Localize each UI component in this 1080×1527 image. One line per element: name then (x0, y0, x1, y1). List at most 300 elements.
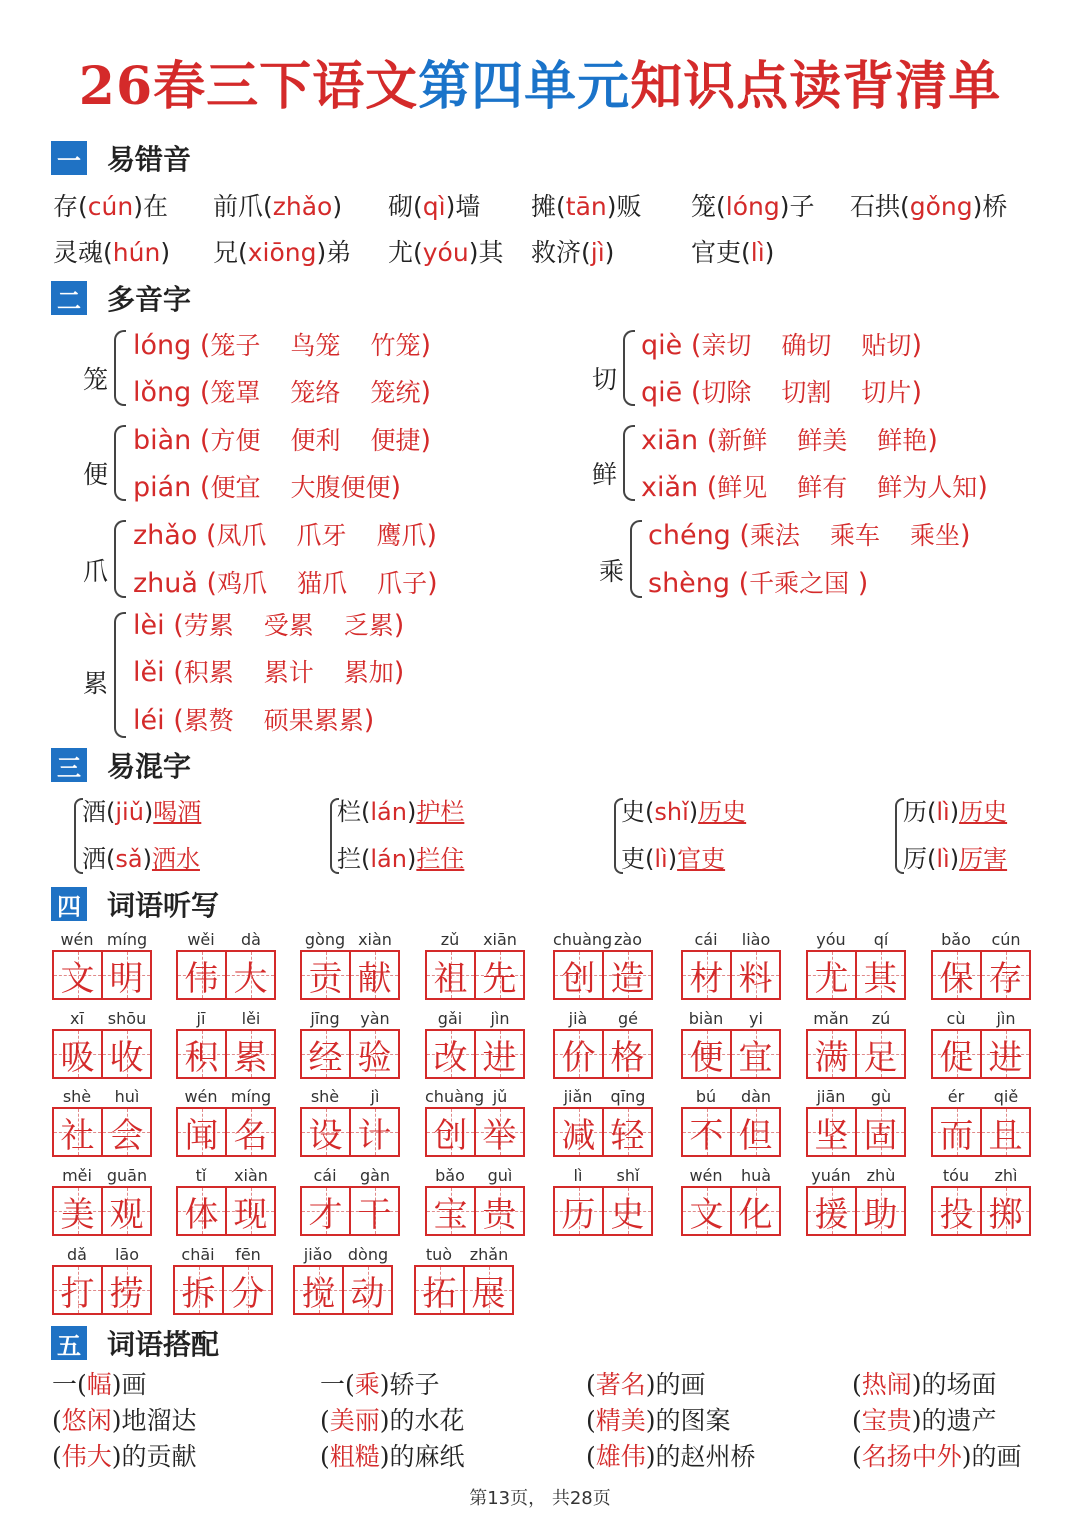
pron-text: 灵魂( (53, 238, 113, 267)
grid-character: 格 (610, 1037, 645, 1078)
pron-text: ) (764, 238, 775, 267)
grid-cell (808, 952, 855, 998)
grid-character: 固 (863, 1115, 898, 1156)
pron-pinyin: qì (422, 192, 446, 221)
grid-character: 助 (863, 1194, 898, 1235)
dictation-word (681, 1166, 781, 1236)
pinyin-syllable: bǎo (435, 1166, 465, 1185)
poly-pinyin: xiǎn (641, 472, 699, 503)
poly-word: 笼统 (370, 378, 421, 407)
pinyin-syllable: huà (740, 1166, 772, 1185)
pinyin-syllable: bú (695, 1087, 717, 1106)
pinyin-syllable: wén (60, 930, 94, 949)
pron-item (850, 190, 1007, 224)
word-pinyin (176, 1087, 276, 1107)
pinyin-syllable: liào (741, 930, 771, 949)
confuse-pinyin: jiǔ (115, 798, 144, 826)
poly-word: 切割 (781, 378, 832, 407)
poly-word: 千乘之国 (749, 569, 850, 598)
dictation-word (52, 930, 152, 1000)
section-header-4 (51, 887, 219, 921)
pinyin-syllable: gé (618, 1009, 638, 1028)
confuse-item: 史(shǐ)历史 (621, 798, 747, 826)
grid-cell (225, 1188, 274, 1234)
tian-grid (293, 1265, 393, 1315)
pron-pinyin: zhǎo (272, 192, 333, 221)
brace (630, 520, 642, 598)
grid-character: 大 (233, 958, 268, 999)
poly-word: 猫爪 (297, 569, 348, 598)
pron-text: 救济( (531, 238, 591, 267)
section-label: 多音字 (107, 283, 192, 316)
grid-cell (730, 1188, 779, 1234)
match-answer: 幅 (86, 1370, 112, 1399)
pron-text: )墙 (445, 192, 481, 221)
brace (114, 520, 126, 598)
grid-cell (54, 1109, 101, 1155)
poly-char: 鲜 (592, 460, 618, 489)
grid-character: 吸 (60, 1037, 95, 1078)
word-pinyin (806, 930, 906, 950)
grid-cell (730, 1031, 779, 1077)
dictation-word (425, 1009, 525, 1079)
match-item (586, 1440, 756, 1474)
dictation-word (52, 1009, 152, 1079)
grid-cell (178, 952, 225, 998)
poly-word: 累加 (343, 658, 394, 687)
grid-character: 史 (610, 1194, 645, 1235)
grid-cell (933, 952, 980, 998)
poly-pinyin: qiè (641, 330, 683, 361)
word-pinyin (931, 1166, 1031, 1186)
word-pinyin (52, 1087, 152, 1107)
grid-cell (855, 952, 904, 998)
grid-cell (178, 1109, 225, 1155)
grid-character: 干 (357, 1194, 392, 1235)
word-pinyin (553, 1009, 653, 1029)
pinyin-syllable: tóu (942, 1166, 970, 1185)
grid-cell (349, 1031, 398, 1077)
pinyin-syllable: shōu (107, 1009, 147, 1028)
grid-cell (474, 1109, 523, 1155)
grid-character: 闻 (184, 1115, 219, 1156)
poly-char: 笼 (83, 365, 109, 394)
pinyin-syllable: cù (946, 1009, 966, 1028)
match-text: ( (52, 1442, 62, 1471)
grid-character: 材 (689, 958, 724, 999)
pron-text: ) (604, 238, 615, 267)
grid-character: 社 (60, 1115, 95, 1156)
grid-cell (555, 1109, 602, 1155)
grid-cell (980, 1031, 1029, 1077)
pinyin-syllable: ér (947, 1087, 965, 1106)
grid-character: 文 (60, 958, 95, 999)
grid-character: 经 (308, 1037, 343, 1078)
pron-pinyin: yóu (422, 238, 469, 267)
word-pinyin (931, 1009, 1031, 1029)
poly-word: 累计 (263, 658, 314, 687)
dictation-word (425, 1087, 525, 1157)
poly-word: 便捷 (370, 426, 421, 455)
poly-word: 爪子 (377, 569, 428, 598)
pron-item (691, 190, 815, 224)
grid-character: 其 (863, 958, 898, 999)
tian-grid (176, 950, 276, 1000)
pinyin-syllable: jià (568, 1009, 588, 1028)
confuse-item: 历(lì)历史 (903, 798, 1008, 826)
confuse-word: 喝酒 (153, 798, 202, 826)
tian-grid (681, 1029, 781, 1079)
word-pinyin (173, 1245, 273, 1265)
pinyin-syllable: míng (230, 1087, 272, 1106)
grid-cell (349, 1188, 398, 1234)
dictation-word (425, 930, 525, 1000)
tian-grid (681, 1186, 781, 1236)
match-item (52, 1368, 147, 1402)
section-header-1 (51, 141, 191, 175)
pron-text: 官吏( (691, 238, 751, 267)
word-pinyin (300, 1087, 400, 1107)
poly-line: zhǎo (凤爪 爪牙 鹰爪) (133, 520, 438, 551)
grid-cell (474, 1188, 523, 1234)
match-item (586, 1368, 706, 1402)
pron-text: 笼( (691, 192, 726, 221)
grid-character: 举 (482, 1115, 517, 1156)
pinyin-syllable: qiě (993, 1087, 1019, 1106)
page-footer: 第13页， 共28页 (469, 1488, 611, 1509)
grid-character: 坚 (814, 1115, 849, 1156)
pinyin-syllable: zhù (866, 1166, 896, 1185)
pinyin-syllable: zhǎn (469, 1245, 509, 1264)
grid-character: 祖 (433, 958, 468, 999)
grid-character: 美 (60, 1194, 95, 1235)
pinyin-syllable: jiān (816, 1087, 846, 1106)
grid-cell (54, 952, 101, 998)
word-pinyin (176, 1009, 276, 1029)
tian-grid (931, 950, 1031, 1000)
grid-character: 促 (939, 1037, 974, 1078)
pinyin-syllable: wén (689, 1166, 723, 1185)
pinyin-syllable: qí (873, 930, 889, 949)
tian-grid (425, 1107, 525, 1157)
brace (623, 425, 635, 501)
word-pinyin (806, 1087, 906, 1107)
pinyin-syllable: yuán (811, 1166, 851, 1185)
dictation-word (806, 1009, 906, 1079)
tian-grid (176, 1029, 276, 1079)
dictation-word (293, 1245, 393, 1315)
pinyin-syllable: guì (487, 1166, 513, 1185)
pron-text: )其 (468, 238, 504, 267)
pinyin-syllable: měi (62, 1166, 92, 1185)
section-number: 二 (51, 281, 87, 315)
dictation-word (300, 1166, 400, 1236)
page-title (0, 52, 1080, 122)
match-text: )的遗产 (911, 1406, 997, 1435)
match-item (52, 1404, 197, 1438)
dictation-word (173, 1245, 273, 1315)
poly-line: léi (累赘 硕果累累) (133, 705, 375, 736)
grid-cell (178, 1188, 225, 1234)
grid-cell (302, 1031, 349, 1077)
poly-pinyin: lěi (133, 657, 165, 688)
grid-character: 明 (109, 958, 144, 999)
word-pinyin (52, 1245, 152, 1265)
grid-cell (602, 1109, 651, 1155)
poly-word: 乏累 (343, 611, 394, 640)
grid-cell (54, 1267, 101, 1313)
pinyin-syllable: gòng (304, 930, 346, 949)
confuse-word: 洒水 (151, 845, 200, 873)
pinyin-syllable: fēn (235, 1245, 261, 1264)
word-pinyin (425, 930, 525, 950)
grid-cell (855, 1109, 904, 1155)
word-pinyin (681, 1009, 781, 1029)
poly-pinyin: zhǎo (133, 520, 198, 551)
grid-character: 现 (233, 1194, 268, 1235)
grid-character: 创 (561, 958, 596, 999)
grid-cell (855, 1031, 904, 1077)
poly-word: 鲜有 (797, 473, 848, 502)
word-pinyin (553, 930, 653, 950)
grid-character: 拓 (422, 1273, 457, 1314)
match-text: )的场面 (911, 1370, 997, 1399)
poly-word: 确切 (781, 331, 832, 360)
confuse-word: 历史 (698, 798, 747, 826)
grid-character: 进 (988, 1037, 1023, 1078)
word-pinyin (293, 1245, 393, 1265)
poly-word: 大腹便便 (290, 473, 391, 502)
confuse-item: 栏(lán)护栏 (337, 798, 465, 826)
grid-cell (101, 1267, 150, 1313)
grid-character: 价 (561, 1037, 596, 1078)
word-pinyin (553, 1087, 653, 1107)
word-pinyin (681, 1166, 781, 1186)
grid-cell (54, 1188, 101, 1234)
pinyin-syllable: cái (313, 1166, 337, 1185)
grid-cell (474, 952, 523, 998)
confuse-word: 厉害 (959, 845, 1008, 873)
pinyin-syllable: chuàng (553, 930, 613, 949)
grid-character: 造 (610, 958, 645, 999)
match-text: ( (852, 1370, 862, 1399)
match-text: )的画 (645, 1370, 706, 1399)
confuse-char: 吏( (621, 845, 655, 873)
pinyin-syllable: jiǎn (563, 1087, 593, 1106)
dictation-word (300, 930, 400, 1000)
grid-cell (808, 1188, 855, 1234)
pinyin-syllable: guān (106, 1166, 148, 1185)
tian-grid (553, 1029, 653, 1079)
dictation-word (52, 1166, 152, 1236)
grid-cell (730, 1109, 779, 1155)
grid-character: 宜 (738, 1037, 773, 1078)
pinyin-syllable: qīng (610, 1087, 646, 1106)
poly-pinyin: qiē (641, 377, 683, 408)
pinyin-syllable: dàn (740, 1087, 772, 1106)
grid-character: 累 (233, 1037, 268, 1078)
tian-grid (52, 1265, 152, 1315)
dictation-word (681, 1087, 781, 1157)
grid-character: 化 (738, 1194, 773, 1235)
grid-character: 先 (482, 958, 517, 999)
match-text: ( (586, 1406, 596, 1435)
pron-text: ) (332, 192, 343, 221)
dictation-word (806, 930, 906, 1000)
pron-text: )子 (779, 192, 815, 221)
pron-pinyin: hún (112, 238, 161, 267)
grid-character: 文 (689, 1194, 724, 1235)
poly-word: 竹笼 (370, 331, 421, 360)
poly-pinyin: xiān (641, 425, 699, 456)
poly-word: 笼络 (290, 378, 341, 407)
grid-character: 保 (939, 958, 974, 999)
grid-character: 观 (109, 1194, 144, 1235)
match-answer: 热闹 (861, 1370, 912, 1399)
grid-character: 改 (433, 1037, 468, 1078)
grid-cell (101, 1109, 150, 1155)
pinyin-syllable: biàn (688, 1009, 724, 1028)
grid-character: 分 (230, 1273, 265, 1314)
grid-cell (302, 952, 349, 998)
grid-cell (175, 1267, 222, 1313)
poly-word: 贴切 (861, 331, 912, 360)
confuse-pinyin: lì (654, 845, 668, 873)
pinyin-syllable: tǐ (195, 1166, 207, 1185)
poly-pinyin: léi (133, 705, 165, 736)
grid-character: 才 (308, 1194, 343, 1235)
poly-word: 鲜见 (717, 473, 768, 502)
pron-item (691, 236, 774, 270)
pinyin-syllable: jìn (996, 1009, 1016, 1028)
grid-cell (349, 952, 398, 998)
brace (623, 330, 635, 406)
poly-line: zhuǎ (鸡爪 猫爪 爪子) (133, 568, 438, 599)
grid-cell (295, 1267, 342, 1313)
pron-text: )弟 (316, 238, 352, 267)
grid-character: 历 (561, 1194, 596, 1235)
poly-char: 切 (592, 365, 618, 394)
poly-word: 乘坐 (909, 521, 960, 550)
pron-item (531, 236, 614, 270)
poly-pinyin: lóng (133, 330, 192, 361)
section-label: 易错音 (107, 143, 192, 176)
grid-cell (178, 1031, 225, 1077)
section-number: 五 (51, 1326, 87, 1360)
pinyin-syllable: lì (573, 1166, 583, 1185)
pinyin-syllable: yàn (360, 1009, 390, 1028)
dictation-word (553, 1087, 653, 1157)
pinyin-syllable: dòng (347, 1245, 389, 1264)
poly-word: 爪牙 (296, 521, 347, 550)
match-item (852, 1440, 1022, 1474)
section-number: 三 (51, 748, 87, 782)
grid-cell (602, 952, 651, 998)
pinyin-syllable: zào (614, 930, 642, 949)
match-answer: 悠闲 (61, 1406, 112, 1435)
grid-cell (222, 1267, 271, 1313)
pinyin-syllable: cún (991, 930, 1021, 949)
dictation-word (176, 1009, 276, 1079)
pinyin-syllable: lěi (241, 1009, 261, 1028)
pron-text: )桥 (972, 192, 1008, 221)
match-text: ( (852, 1406, 862, 1435)
section-header-2 (51, 281, 191, 315)
match-text: ( (586, 1442, 596, 1471)
match-answer: 精美 (595, 1406, 646, 1435)
grid-character: 搅 (301, 1273, 336, 1314)
grid-character: 展 (471, 1273, 506, 1314)
poly-word: 鲜艳 (877, 426, 928, 455)
poly-line: lǒng (笼罩 笼络 笼统) (133, 377, 431, 408)
word-pinyin (300, 930, 400, 950)
grid-cell (225, 1109, 274, 1155)
pinyin-syllable: shè (310, 1087, 340, 1106)
confuse-item: 洒(sǎ)洒水 (82, 845, 200, 873)
grid-cell (302, 1188, 349, 1234)
dictation-word (681, 1009, 781, 1079)
title-part-3: 知识点读背清单 (630, 56, 1002, 117)
brace (114, 330, 126, 406)
confuse-char: 拦( (337, 845, 371, 873)
word-pinyin (300, 1009, 400, 1029)
grid-cell (933, 1109, 980, 1155)
pron-text: )贩 (606, 192, 642, 221)
grid-cell (933, 1188, 980, 1234)
grid-cell (555, 1031, 602, 1077)
grid-character: 而 (939, 1115, 974, 1156)
grid-character: 打 (60, 1273, 95, 1314)
pron-text: 石拱( (850, 192, 910, 221)
match-item (320, 1440, 465, 1474)
word-pinyin (931, 1087, 1031, 1107)
pron-item (388, 236, 503, 270)
pron-pinyin: jì (590, 238, 605, 267)
poly-word: 便利 (290, 426, 341, 455)
poly-word: 亲切 (701, 331, 752, 360)
grid-cell (980, 952, 1029, 998)
poly-word: 便宜 (210, 473, 261, 502)
pron-item (213, 190, 342, 224)
grid-character: 进 (482, 1037, 517, 1078)
pinyin-syllable: zǔ (440, 930, 460, 949)
grid-cell (474, 1031, 523, 1077)
grid-character: 体 (184, 1194, 219, 1235)
pinyin-syllable: shè (62, 1087, 92, 1106)
confuse-item: 吏(lì)官吏 (621, 845, 726, 873)
match-item (52, 1440, 197, 1474)
poly-line: xiǎn (鲜见 鲜有 鲜为人知) (641, 472, 988, 503)
section-header-5 (51, 1326, 219, 1360)
tian-grid (300, 1029, 400, 1079)
tian-grid (806, 1107, 906, 1157)
dictation-word (931, 1087, 1031, 1157)
brace (114, 425, 126, 501)
poly-word: 累赘 (183, 706, 234, 735)
poly-char: 累 (83, 669, 109, 698)
dictation-word (414, 1245, 514, 1315)
confuse-item: 酒(jiǔ)喝酒 (82, 798, 202, 826)
dictation-word (931, 1166, 1031, 1236)
pinyin-syllable: jīng (310, 1009, 340, 1028)
tian-grid (414, 1265, 514, 1315)
poly-line: biàn (方便 便利 便捷) (133, 425, 432, 456)
confuse-char: 酒( (82, 798, 116, 826)
tian-grid (806, 1029, 906, 1079)
match-answer: 伟大 (61, 1442, 112, 1471)
dictation-word (553, 1166, 653, 1236)
grid-cell (302, 1109, 349, 1155)
